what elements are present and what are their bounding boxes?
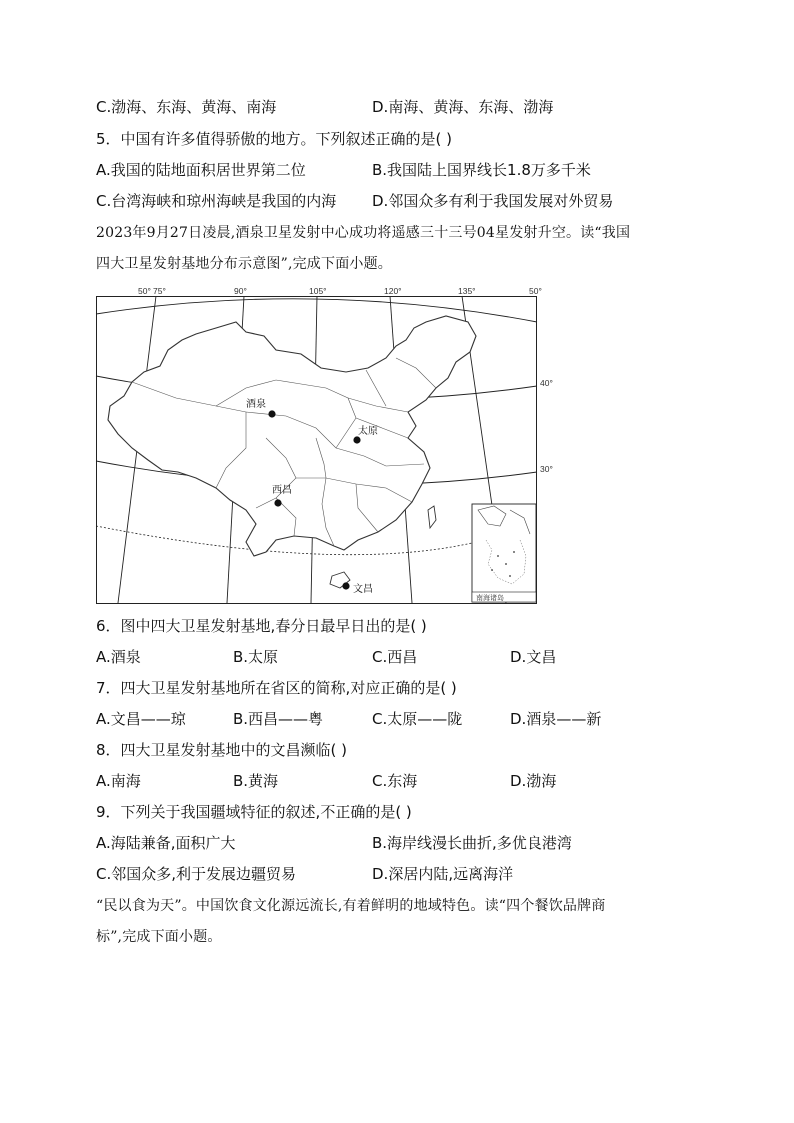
- q4-option-d: D.南海、黄海、东海、渤海: [372, 98, 554, 116]
- q7-stem: 7．四大卫星发射基地所在省区的简称,对应正确的是( ): [96, 679, 457, 697]
- q8-option-a: A.南海: [96, 772, 141, 790]
- q9-option-d: D.深居内陆,远离海洋: [372, 865, 514, 883]
- q5-option-a: A.我国的陆地面积居世界第二位: [96, 161, 306, 179]
- wenchang-marker: [342, 582, 349, 589]
- q9-option-c: C.邻国众多,利于发展边疆贸易: [96, 865, 297, 883]
- q5-stem: 5．中国有许多值得骄傲的地方。下列叙述正确的是( ): [96, 130, 453, 148]
- xichang-label: 西昌: [272, 485, 292, 496]
- q6-option-c: C.西昌: [372, 648, 418, 666]
- map-label-lon90: 90°: [234, 286, 247, 296]
- wenchang-label: 文昌: [353, 584, 373, 595]
- jiuquan-marker: [268, 410, 275, 417]
- inset-caption: 南海诸岛: [476, 595, 504, 602]
- taiyuan-label: 太原: [358, 426, 378, 437]
- q8-option-b: B.黄海: [233, 772, 279, 790]
- jiuquan-label: 酒泉: [246, 399, 266, 410]
- q4-option-c: C.渤海、东海、黄海、南海: [96, 98, 277, 116]
- map-label-lon120: 120°: [384, 286, 402, 296]
- q8-stem: 8．四大卫星发射基地中的文昌濒临( ): [96, 741, 348, 759]
- intro2-line1: “民以食为天”。中国饮食文化源远流长,有着鲜明的地域特色。读“四个餐饮品牌商: [96, 898, 606, 914]
- satellite-base-map: [96, 286, 553, 604]
- map-label-lat50-left: 50°: [138, 286, 151, 296]
- q7-option-a: A.文昌——琼: [96, 710, 186, 728]
- q7-option-d: D.酒泉——新: [510, 710, 602, 728]
- q5-option-d: D.邻国众多有利于我国发展对外贸易: [372, 192, 614, 210]
- q7-option-c: C.太原——陇: [372, 710, 463, 728]
- q6-option-d: D.文昌: [510, 648, 557, 666]
- map-label-lon105: 105°: [309, 286, 327, 296]
- south-china-sea-inset: [472, 504, 536, 602]
- map-label-lat50-right: 50°: [529, 286, 542, 296]
- map-label-lon75: 75°: [153, 286, 166, 296]
- xichang-marker: [274, 499, 281, 506]
- q6-option-b: B.太原: [233, 648, 279, 666]
- q6-option-a: A.酒泉: [96, 648, 141, 666]
- map-label-lon135: 135°: [458, 286, 476, 296]
- q9-option-a: A.海陆兼备,面积广大: [96, 834, 236, 852]
- q5-option-c: C.台湾海峡和琼州海峡是我国的内海: [96, 192, 337, 210]
- q7-option-b: B.西昌——粤: [233, 710, 324, 728]
- q9-stem: 9．下列关于我国疆域特征的叙述,不正确的是( ): [96, 803, 412, 821]
- intro1-line1: 2023年9月27日凌晨,酒泉卫星发射中心成功将遥感三十三号04星发射升空。读“我国: [96, 225, 631, 241]
- q5-option-b: B.我国陆上国界线长1.8万多千米: [372, 161, 591, 179]
- q8-option-c: C.东海: [372, 772, 418, 790]
- q8-option-d: D.渤海: [510, 772, 557, 790]
- map-label-lat40: 40°: [540, 378, 553, 388]
- map-label-lat30: 30°: [540, 464, 553, 474]
- intro1-line2: 四大卫星发射基地分布示意图”,完成下面小题。: [96, 256, 393, 272]
- taiyuan-marker: [353, 436, 360, 443]
- intro2-line2: 标”,完成下面小题。: [96, 929, 222, 945]
- q9-option-b: B.海岸线漫长曲折,多优良港湾: [372, 834, 572, 852]
- q6-stem: 6．图中四大卫星发射基地,春分日最早日出的是( ): [96, 617, 427, 635]
